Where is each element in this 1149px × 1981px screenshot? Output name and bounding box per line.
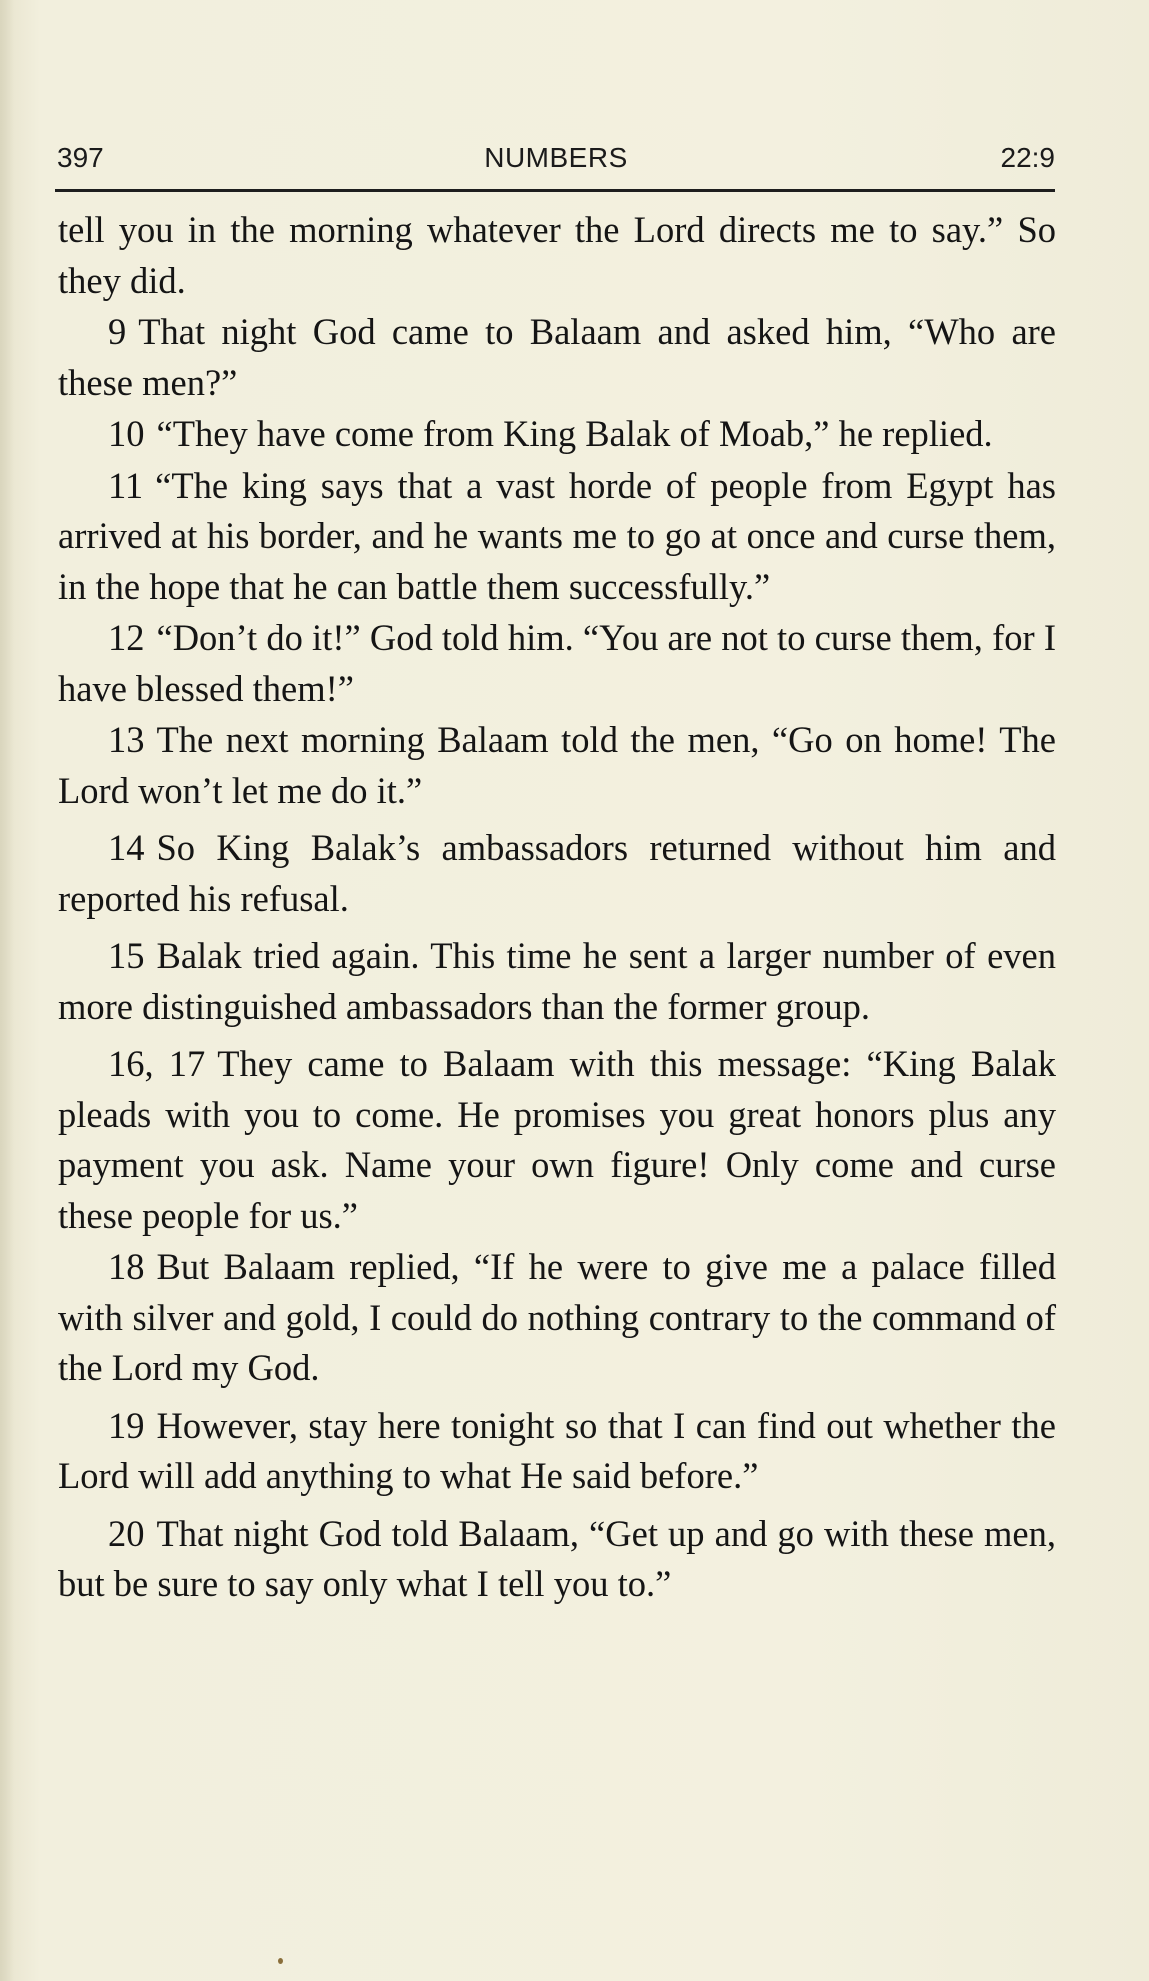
- paragraph-continuation: [58, 205, 1056, 306]
- verse-paragraph: [58, 931, 1056, 1032]
- verse-number: 10: [108, 413, 145, 454]
- verse-paragraph: [58, 823, 1056, 924]
- verse-number: 18: [108, 1246, 145, 1287]
- verse-number: 16, 17: [108, 1043, 206, 1084]
- verse-paragraph: [58, 1242, 1056, 1394]
- verse-number: 14: [108, 827, 145, 868]
- verse-text: The next morning Balaam told the men, “Go on home! The Lord won’t let me do it.”: [58, 719, 1056, 811]
- verse-paragraph: [58, 409, 1056, 460]
- verse-paragraph: [58, 1401, 1056, 1502]
- verse-number: 20: [108, 1512, 145, 1554]
- verse-text: They came to Balaam with this message: “King Balak pleads with you to come. He promises you great honors plus any payment you ask. Name your own figure! Only come and curse these people for us.”: [58, 1043, 1056, 1236]
- book-title: NUMBERS: [484, 142, 628, 173]
- verse-text: That night God came to Balaam and asked him, “Who are these men?”: [58, 311, 1056, 403]
- verse-text: “Don’t do it!” God told him. “You are not to curse them, for I have blessed them!”: [58, 617, 1056, 709]
- verse-number: 13: [108, 719, 145, 760]
- verse-number: 12: [108, 617, 145, 658]
- body-text: [58, 205, 1056, 1611]
- verse-number: 9: [108, 311, 127, 352]
- running-header: [57, 142, 1055, 182]
- page-number: 397: [57, 142, 104, 173]
- verse-number: 11: [108, 464, 144, 506]
- verse-text: “They have come from King Balak of Moab,” he replied.: [156, 413, 993, 454]
- verse-text: “The king says that a vast horde of people from Egypt has arrived at his border, and he wants me to go at once and curse them, in the hope that he can battle them successfully.”: [58, 464, 1056, 607]
- verse-paragraph: [58, 307, 1056, 408]
- verse-number: 15: [108, 935, 145, 976]
- verse-text: That night God told Balaam, “Get up and go with these men, but be sure to say only what I tell you to.”: [58, 1512, 1056, 1604]
- page-edge-shadow: [0, 0, 14, 1981]
- verse-text: tell you in the morning whatever the Lord directs me to say.” So they did.: [58, 209, 1056, 301]
- verse-paragraph: [58, 1039, 1056, 1241]
- verse-paragraph: [58, 461, 1056, 613]
- paper-speck: [278, 1958, 283, 1964]
- verse-text: But Balaam replied, “If he were to give me a palace filled with silver and gold, I could do nothing contrary to the command of the Lord my God.: [58, 1246, 1056, 1388]
- header-rule: [55, 189, 1055, 192]
- verse-text: So King Balak’s ambassadors returned without him and reported his refusal.: [58, 827, 1056, 919]
- chapter-verse-reference: 22:9: [1000, 142, 1055, 173]
- verse-paragraph: [58, 613, 1056, 714]
- verse-text: However, stay here tonight so that I can find out whether the Lord will add anything to what He said before.”: [58, 1404, 1056, 1496]
- verse-paragraph: [58, 1509, 1056, 1610]
- verse-number: 19: [108, 1404, 145, 1446]
- verse-text: Balak tried again. This time he sent a larger number of even more distinguished ambassadors than the former group.: [58, 935, 1056, 1027]
- verse-paragraph: [58, 715, 1056, 816]
